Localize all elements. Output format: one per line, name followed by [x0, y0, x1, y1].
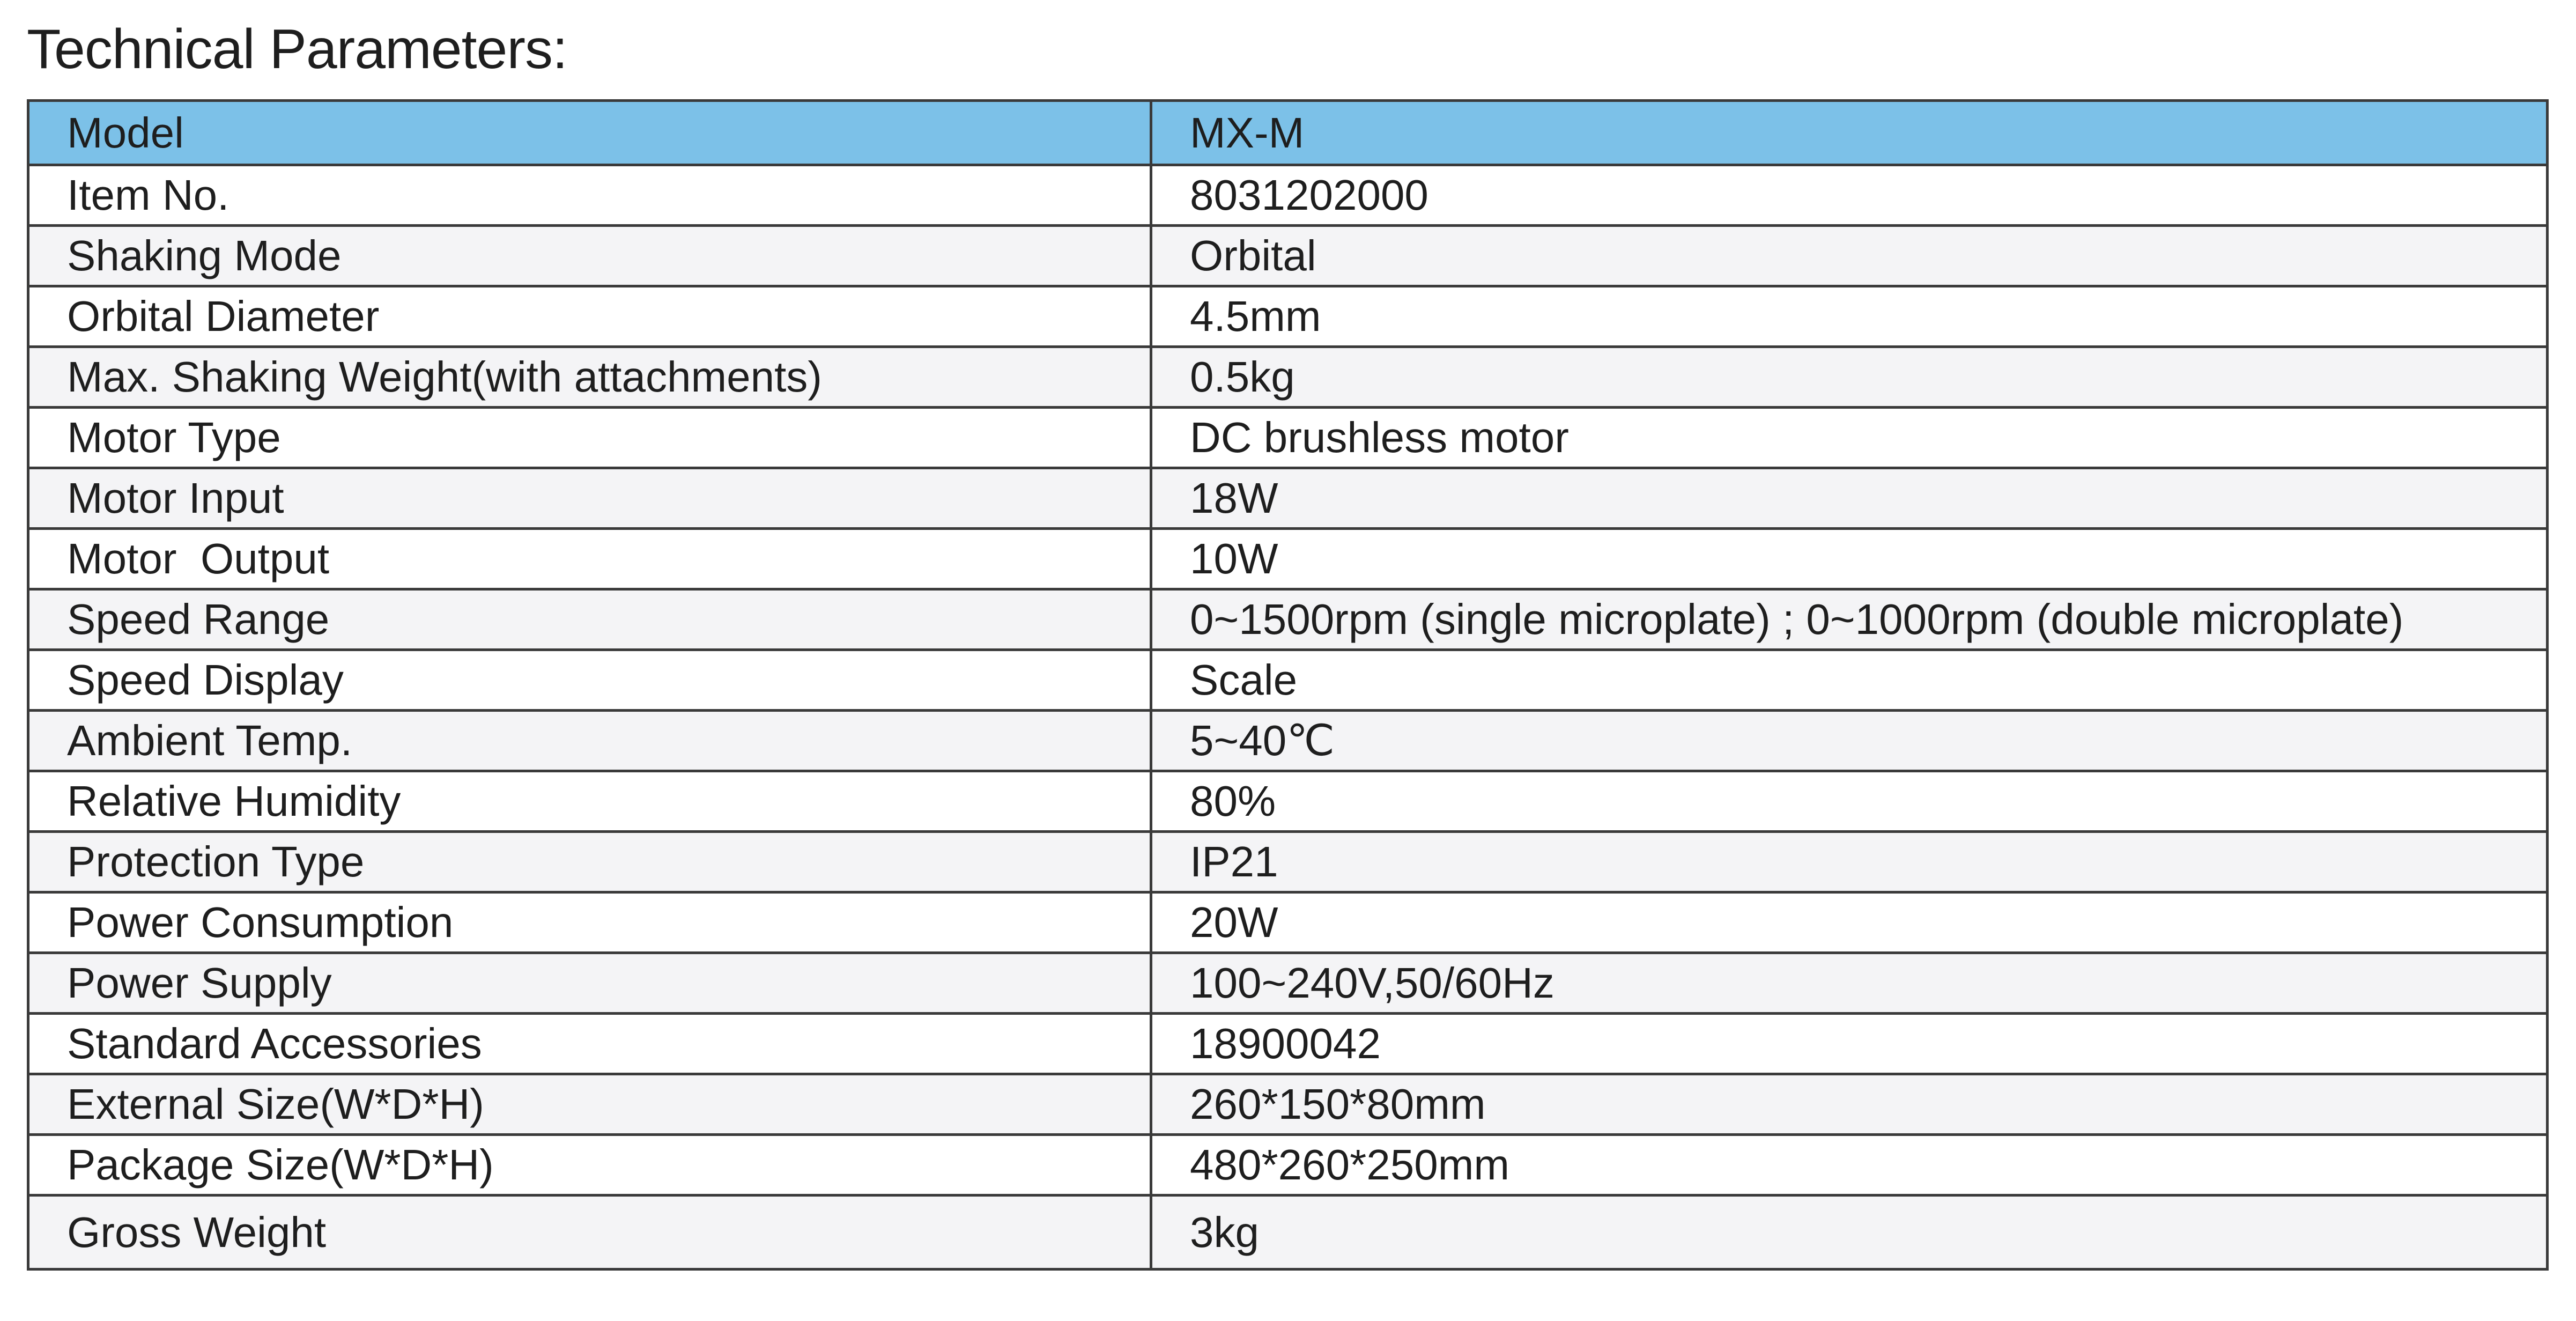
- row-label: Ambient Temp.: [28, 711, 1151, 771]
- row-value: 80%: [1151, 771, 2548, 832]
- row-label: Item No.: [28, 165, 1151, 226]
- row-label: Gross Weight: [28, 1195, 1151, 1270]
- row-label: Motor Output: [28, 529, 1151, 589]
- table-row-motor-output: [28, 529, 2548, 589]
- table-header-row: [28, 101, 2548, 165]
- table-row-ambient-temp: [28, 711, 2548, 771]
- row-label: Power Consumption: [28, 892, 1151, 953]
- row-value: 4.5mm: [1151, 286, 2548, 347]
- table-row-speed-range: [28, 589, 2548, 650]
- table-row-motor-type: [28, 408, 2548, 468]
- table-row-package-size: [28, 1135, 2548, 1195]
- table-row-item-no: [28, 165, 2548, 226]
- row-value: Orbital: [1151, 226, 2548, 286]
- row-value: 0.5kg: [1151, 347, 2548, 408]
- row-value: 20W: [1151, 892, 2548, 953]
- row-label: Relative Humidity: [28, 771, 1151, 832]
- table-row-relative-humidity: [28, 771, 2548, 832]
- row-value: 0~1500rpm (single microplate) ; 0~1000rpm (double microplate): [1151, 589, 2548, 650]
- row-label: Protection Type: [28, 832, 1151, 892]
- row-label: Standard Accessories: [28, 1014, 1151, 1074]
- header-value-cell: MX-M: [1151, 101, 2548, 165]
- row-value: 18900042: [1151, 1014, 2548, 1074]
- row-label: External Size(W*D*H): [28, 1074, 1151, 1135]
- row-label: Orbital Diameter: [28, 286, 1151, 347]
- table-row-gross-weight: [28, 1195, 2548, 1270]
- table-row-max-shaking-weight: [28, 347, 2548, 408]
- row-value: 5~40℃: [1151, 711, 2548, 771]
- table-row-power-supply: [28, 953, 2548, 1014]
- row-value: 260*150*80mm: [1151, 1074, 2548, 1135]
- page-title: Technical Parameters:: [27, 18, 567, 80]
- row-value: 18W: [1151, 468, 2548, 529]
- row-label: Motor Type: [28, 408, 1151, 468]
- row-value: 3kg: [1151, 1195, 2548, 1270]
- table-row-orbital-diameter: [28, 286, 2548, 347]
- row-value: 10W: [1151, 529, 2548, 589]
- table-row-standard-accessories: [28, 1014, 2548, 1074]
- header-label-cell: Model: [28, 101, 1151, 165]
- row-label: Motor Input: [28, 468, 1151, 529]
- row-value: DC brushless motor: [1151, 408, 2548, 468]
- table-row-motor-input: [28, 468, 2548, 529]
- row-value: IP21: [1151, 832, 2548, 892]
- table-row-speed-display: [28, 650, 2548, 711]
- row-label: Speed Display: [28, 650, 1151, 711]
- row-label: Power Supply: [28, 953, 1151, 1014]
- technical-parameters-table: [27, 99, 2549, 1271]
- row-value: 480*260*250mm: [1151, 1135, 2548, 1195]
- row-value: Scale: [1151, 650, 2548, 711]
- table-row-power-consumption: [28, 892, 2548, 953]
- row-value: 100~240V,50/60Hz: [1151, 953, 2548, 1014]
- table-row-protection-type: [28, 832, 2548, 892]
- row-label: Speed Range: [28, 589, 1151, 650]
- row-label: Max. Shaking Weight(with attachments): [28, 347, 1151, 408]
- row-label: Package Size(W*D*H): [28, 1135, 1151, 1195]
- row-value: 8031202000: [1151, 165, 2548, 226]
- table-row-external-size: [28, 1074, 2548, 1135]
- row-label: Shaking Mode: [28, 226, 1151, 286]
- table-row-shaking-mode: [28, 226, 2548, 286]
